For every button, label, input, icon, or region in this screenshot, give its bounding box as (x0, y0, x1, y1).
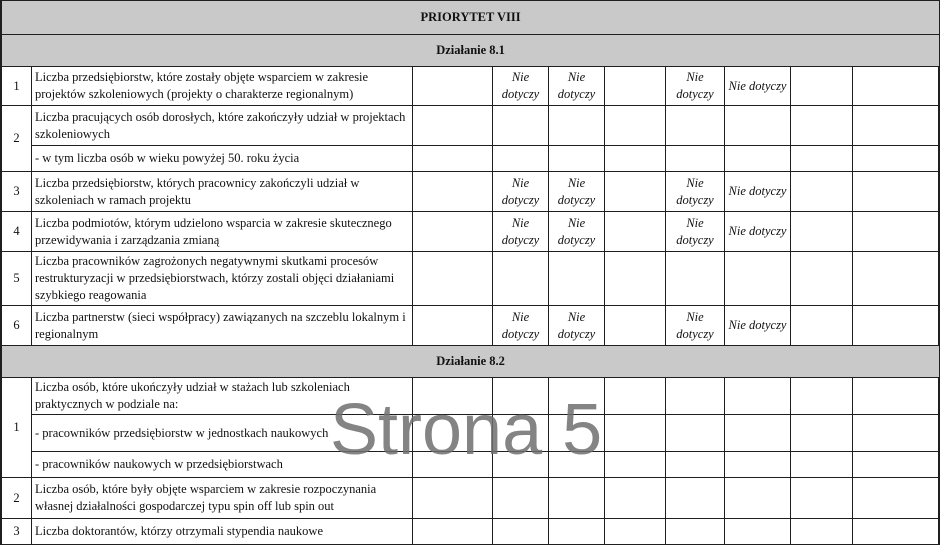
row-number: 1 (2, 67, 32, 106)
empty-cell (853, 306, 940, 346)
empty-cell (791, 519, 853, 545)
empty-cell (853, 452, 940, 478)
empty-cell (493, 478, 549, 519)
row-number: 3 (2, 172, 32, 212)
row-number: 2 (2, 106, 32, 172)
table-row (2, 252, 940, 306)
empty-cell (853, 172, 940, 212)
empty-cell (413, 106, 493, 146)
empty-cell (413, 452, 493, 478)
not-applicable-cell: Nie dotyczy (666, 306, 725, 346)
empty-cell (413, 252, 493, 306)
not-applicable-cell: Nie dotyczy (725, 67, 791, 106)
empty-cell (605, 212, 666, 252)
indicator-text: Liczba pracujących osób dorosłych, które zakończyły udział w projektach szkoleniowych (32, 106, 413, 146)
table-row (2, 452, 940, 478)
page-watermark: Strona 5 (330, 390, 603, 470)
indicator-subtext: - pracowników przedsiębiorstw w jednostkach naukowych (32, 415, 413, 452)
not-applicable-cell: Nie dotyczy (493, 172, 549, 212)
empty-cell (605, 415, 666, 452)
table-row (2, 478, 940, 519)
not-applicable-cell: Nie dotyczy (725, 172, 791, 212)
empty-cell (493, 252, 549, 306)
not-applicable-cell: Nie dotyczy (493, 212, 549, 252)
empty-cell (791, 212, 853, 252)
indicators-table (1, 0, 940, 545)
empty-cell (853, 212, 940, 252)
empty-cell (725, 252, 791, 306)
table-row (2, 415, 940, 452)
empty-cell (549, 519, 605, 545)
empty-cell (666, 519, 725, 545)
table-row (2, 106, 940, 146)
empty-cell (493, 452, 549, 478)
empty-cell (791, 415, 853, 452)
not-applicable-cell: Nie dotyczy (493, 67, 549, 106)
empty-cell (791, 452, 853, 478)
empty-cell (666, 478, 725, 519)
empty-cell (605, 452, 666, 478)
empty-cell (666, 252, 725, 306)
empty-cell (605, 106, 666, 146)
row-number: 3 (2, 519, 32, 545)
empty-cell (605, 67, 666, 106)
indicator-text: Liczba osób, które były objęte wsparciem w zakresie rozpoczynania własnej działalności gospodarczej typu spin off lub spin out (32, 478, 413, 519)
empty-cell (666, 146, 725, 172)
not-applicable-cell: Nie dotyczy (666, 172, 725, 212)
empty-cell (549, 146, 605, 172)
empty-cell (605, 252, 666, 306)
empty-cell (725, 378, 791, 415)
empty-cell (791, 378, 853, 415)
section-header-row (2, 35, 940, 67)
empty-cell (549, 415, 605, 452)
section-title: Działanie 8.2 (2, 346, 940, 378)
empty-cell (725, 146, 791, 172)
empty-cell (413, 378, 493, 415)
section-header-row (2, 346, 940, 378)
empty-cell (549, 452, 605, 478)
empty-cell (853, 146, 940, 172)
indicator-text: Liczba przedsiębiorstw, które zostały objęte wsparciem w zakresie projektów szkoleniowych (projekty o charakterze regionalnym) (32, 67, 413, 106)
table-row (2, 378, 940, 415)
table-row (2, 306, 940, 346)
not-applicable-cell: Nie dotyczy (549, 306, 605, 346)
empty-cell (853, 67, 940, 106)
empty-cell (853, 106, 940, 146)
row-number: 2 (2, 478, 32, 519)
empty-cell (605, 172, 666, 212)
empty-cell (493, 378, 549, 415)
empty-cell (413, 67, 493, 106)
empty-cell (853, 252, 940, 306)
row-number: 5 (2, 252, 32, 306)
table-row (2, 212, 940, 252)
indicator-text: Liczba partnerstw (sieci współpracy) zawiązanych na szczeblu lokalnym i regionalnym (32, 306, 413, 346)
table-row (2, 519, 940, 545)
empty-cell (666, 378, 725, 415)
empty-cell (549, 478, 605, 519)
not-applicable-cell: Nie dotyczy (549, 67, 605, 106)
row-number: 6 (2, 306, 32, 346)
empty-cell (853, 519, 940, 545)
empty-cell (725, 452, 791, 478)
empty-cell (413, 306, 493, 346)
empty-cell (605, 519, 666, 545)
empty-cell (549, 252, 605, 306)
not-applicable-cell: Nie dotyczy (549, 172, 605, 212)
empty-cell (413, 478, 493, 519)
empty-cell (725, 478, 791, 519)
not-applicable-cell: Nie dotyczy (549, 212, 605, 252)
empty-cell (493, 519, 549, 545)
empty-cell (725, 415, 791, 452)
empty-cell (791, 172, 853, 212)
empty-cell (413, 146, 493, 172)
empty-cell (413, 519, 493, 545)
not-applicable-cell: Nie dotyczy (666, 67, 725, 106)
section-title: Działanie 8.1 (2, 35, 940, 67)
empty-cell (791, 146, 853, 172)
empty-cell (791, 252, 853, 306)
empty-cell (725, 519, 791, 545)
row-number: 4 (2, 212, 32, 252)
priority-title: PRIORYTET VIII (2, 1, 940, 35)
not-applicable-cell: Nie dotyczy (666, 212, 725, 252)
empty-cell (605, 146, 666, 172)
indicator-subtext: - w tym liczba osób w wieku powyżej 50. roku życia (32, 146, 413, 172)
empty-cell (605, 478, 666, 519)
empty-cell (493, 106, 549, 146)
indicator-text: Liczba doktorantów, którzy otrzymali stypendia naukowe (32, 519, 413, 545)
empty-cell (549, 378, 605, 415)
empty-cell (791, 478, 853, 519)
not-applicable-cell: Nie dotyczy (725, 212, 791, 252)
table-row (2, 172, 940, 212)
empty-cell (853, 478, 940, 519)
empty-cell (666, 452, 725, 478)
indicator-subtext: - pracowników naukowych w przedsiębiorstwach (32, 452, 413, 478)
not-applicable-cell: Nie dotyczy (725, 306, 791, 346)
empty-cell (666, 415, 725, 452)
table-row (2, 146, 940, 172)
empty-cell (791, 306, 853, 346)
empty-cell (413, 212, 493, 252)
empty-cell (549, 106, 605, 146)
empty-cell (413, 172, 493, 212)
priority-header-row (2, 1, 940, 35)
indicator-text: Liczba podmiotów, którym udzielono wsparcia w zakresie skutecznego przewidywania i zarządzania zmianą (32, 212, 413, 252)
empty-cell (853, 415, 940, 452)
empty-cell (853, 378, 940, 415)
empty-cell (605, 378, 666, 415)
not-applicable-cell: Nie dotyczy (493, 306, 549, 346)
empty-cell (605, 306, 666, 346)
empty-cell (791, 106, 853, 146)
indicator-text: Liczba przedsiębiorstw, których pracownicy zakończyli udział w szkoleniach w ramach projektu (32, 172, 413, 212)
indicator-text: Liczba osób, które ukończyły udział w stażach lub szkoleniach praktycznych w podziale na: (32, 378, 413, 415)
table-row (2, 67, 940, 106)
empty-cell (791, 67, 853, 106)
empty-cell (493, 146, 549, 172)
empty-cell (493, 415, 549, 452)
empty-cell (413, 415, 493, 452)
row-number: 1 (2, 378, 32, 478)
empty-cell (666, 106, 725, 146)
empty-cell (725, 106, 791, 146)
indicator-text: Liczba pracowników zagrożonych negatywnymi skutkami procesów restrukturyzacji w przedsiębiorstwach, którzy zostali objęci działaniami szybkiego reagowania (32, 252, 413, 306)
